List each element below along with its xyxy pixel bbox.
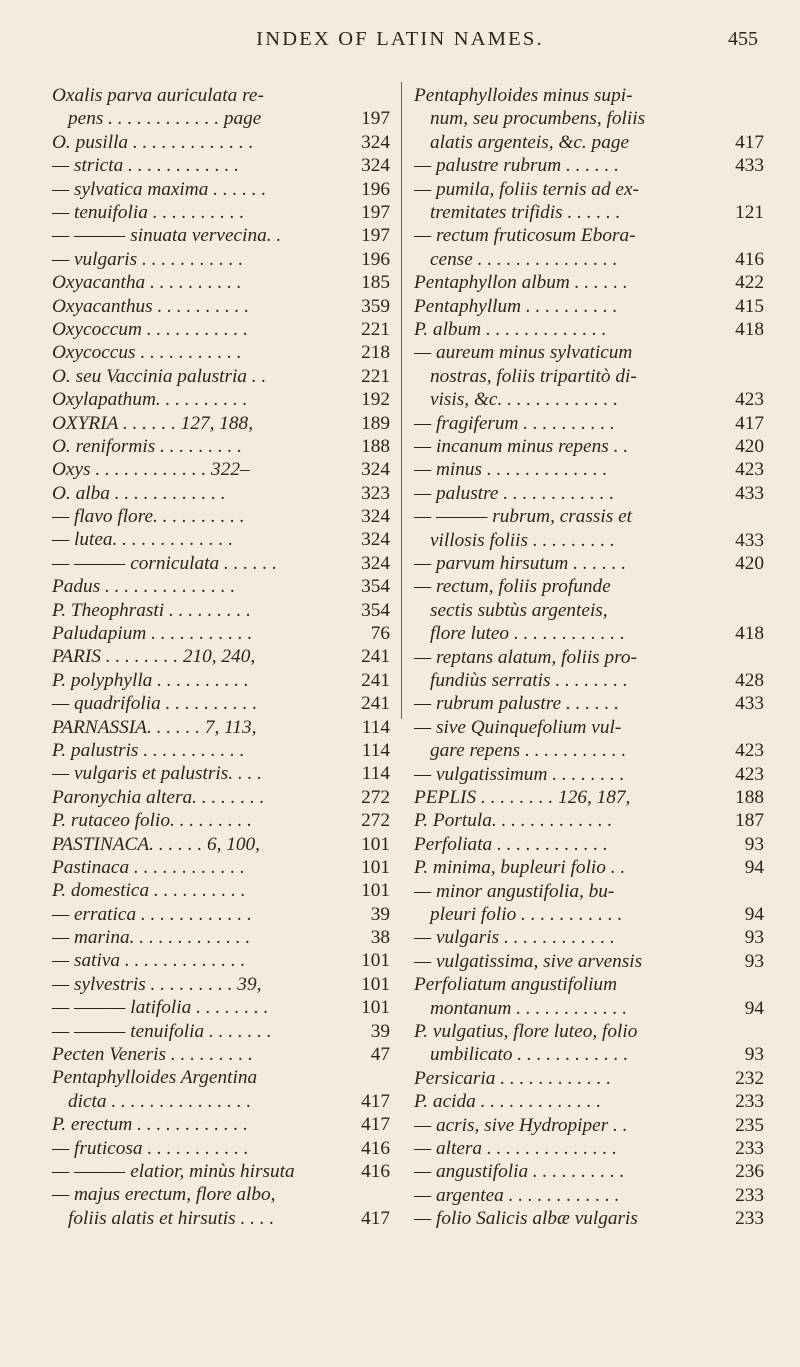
page-reference: 416 [731, 248, 764, 271]
entry-text: — sativa . . . . . . . . . . . . . [52, 950, 246, 972]
entry-text: dicta . . . . . . . . . . . . . . . [68, 1090, 252, 1112]
page-reference: 197 [357, 224, 390, 247]
index-entry [52, 716, 390, 739]
index-entry [414, 84, 764, 154]
page-reference: 93 [741, 1043, 764, 1066]
page-reference: 418 [731, 318, 764, 341]
index-entry [52, 505, 390, 528]
index-entry [52, 856, 390, 879]
index-entry [414, 1160, 764, 1183]
index-entry [414, 505, 764, 552]
entry-text: — rectum, foliis profunde [414, 576, 611, 598]
page-reference: 185 [357, 271, 390, 294]
index-entry [52, 1113, 390, 1136]
index-entry [414, 482, 764, 505]
page-reference: 418 [731, 622, 764, 645]
index-entry [52, 1020, 390, 1043]
entry-text: Pecten Veneris . . . . . . . . . [52, 1044, 253, 1066]
page-reference: 422 [731, 271, 764, 294]
entry-text: P. polyphylla . . . . . . . . . . [52, 669, 249, 691]
page-reference: 114 [358, 739, 390, 762]
page-reference: 324 [357, 154, 390, 177]
entry-text: flore luteo . . . . . . . . . . . . [430, 623, 625, 645]
index-entry [52, 1066, 390, 1113]
index-entry [52, 669, 390, 692]
entry-text: gare repens . . . . . . . . . . . [430, 740, 627, 762]
entry-text: — rubrum palustre . . . . . . [414, 693, 619, 715]
index-entry [52, 575, 390, 598]
index-entry [414, 271, 764, 294]
entry-text: — vulgaris et palustris. . . . [52, 763, 262, 785]
index-entry [52, 365, 390, 388]
index-entry [414, 435, 764, 458]
entry-text: alatis argenteis, &c. page [430, 131, 630, 153]
page-reference: 114 [358, 762, 390, 785]
index-entry [414, 692, 764, 715]
index-entry [52, 645, 390, 668]
index-entry [52, 996, 390, 1019]
page-reference: 354 [357, 599, 390, 622]
index-entry [52, 809, 390, 832]
entry-text: tremitates trifidis . . . . . . [430, 202, 621, 224]
page-reference: 101 [357, 879, 390, 902]
page-reference: 324 [357, 131, 390, 154]
entry-text: O. reniformis . . . . . . . . . [52, 435, 242, 457]
index-entry [52, 224, 390, 247]
page-reference: 241 [357, 645, 390, 668]
index-column-left [52, 84, 390, 1230]
page-reference: 188 [357, 435, 390, 458]
entry-text: OXYRIA . . . . . . 127, 188, [52, 412, 254, 434]
entry-text: fundiùs serratis . . . . . . . . [430, 670, 628, 692]
entry-text: — aureum minus sylvaticum [414, 342, 633, 364]
page-reference: 420 [731, 435, 764, 458]
entry-text: P. minima, bupleuri folio . . [414, 857, 626, 879]
entry-text: — angustifolia . . . . . . . . . . [414, 1161, 625, 1183]
index-entry [414, 763, 764, 786]
entry-text: Perfoliatum angustifolium [414, 974, 617, 996]
index-entry [414, 786, 764, 809]
page-reference: 188 [731, 786, 764, 809]
page-reference: 121 [731, 201, 764, 224]
page-reference: 433 [731, 154, 764, 177]
page-reference: 94 [741, 903, 764, 926]
index-entry [52, 599, 390, 622]
index-entry [52, 388, 390, 411]
page-reference: 197 [357, 201, 390, 224]
index-entry [414, 178, 764, 225]
page-reference: 232 [731, 1067, 764, 1090]
entry-text: — acris, sive Hydropiper . . [414, 1114, 628, 1136]
entry-text: P. Theophrasti . . . . . . . . . [52, 599, 251, 621]
entry-text: — stricta . . . . . . . . . . . . [52, 155, 239, 177]
page-reference: 233 [731, 1137, 764, 1160]
index-entry [414, 318, 764, 341]
entry-text: villosis foliis . . . . . . . . . [430, 529, 615, 551]
entry-text: montanum . . . . . . . . . . . . [430, 997, 628, 1019]
index-entry [52, 1137, 390, 1160]
entry-text: sectis subtùs argenteis, [430, 599, 608, 621]
index-entry [52, 762, 390, 785]
index-entry [52, 412, 390, 435]
page-reference: 235 [731, 1114, 764, 1137]
page-reference: 354 [357, 575, 390, 598]
entry-text: nostras, foliis tripartitò di- [430, 365, 637, 387]
page-reference: 241 [357, 669, 390, 692]
index-entry [52, 1183, 390, 1230]
entry-text: — sylvatica maxima . . . . . . [52, 178, 267, 200]
entry-text: P. domestica . . . . . . . . . . [52, 880, 246, 902]
page-reference: 272 [357, 786, 390, 809]
entry-text: Oxys . . . . . . . . . . . . 322– [52, 459, 250, 481]
index-entry [52, 552, 390, 575]
index-entry [52, 341, 390, 364]
index-entry [52, 786, 390, 809]
entry-text: visis, &c. . . . . . . . . . . . . [430, 389, 618, 411]
index-entry [52, 949, 390, 972]
index-entry [414, 833, 764, 856]
entry-text: Oxyacanthus . . . . . . . . . . [52, 295, 250, 317]
index-entry [52, 178, 390, 201]
page-reference: 417 [731, 131, 764, 154]
entry-text: foliis alatis et hirsutis . . . . [68, 1207, 275, 1229]
entry-text: — lutea. . . . . . . . . . . . . [52, 529, 234, 551]
page-reference: 221 [357, 318, 390, 341]
index-entry [52, 528, 390, 551]
entry-text: P. palustris . . . . . . . . . . . [52, 739, 245, 761]
page-reference: 416 [357, 1160, 390, 1183]
index-entry [414, 1184, 764, 1207]
page-reference: 415 [731, 295, 764, 318]
index-entry [414, 926, 764, 949]
entry-text: — ——— tenuifolia . . . . . . . [52, 1020, 272, 1042]
entry-text: — quadrifolia . . . . . . . . . . [52, 693, 258, 715]
index-entry [52, 84, 390, 131]
entry-text: — vulgaris . . . . . . . . . . . [52, 248, 244, 270]
index-entry [52, 622, 390, 645]
entry-text: P. Portula. . . . . . . . . . . . . [414, 810, 613, 832]
index-entry [414, 552, 764, 575]
page-reference: 93 [741, 950, 764, 973]
index-entry [52, 739, 390, 762]
page-reference: 196 [357, 178, 390, 201]
index-entry [414, 856, 764, 879]
entry-text: Pentaphyllum . . . . . . . . . . [414, 295, 618, 317]
page-reference: 417 [357, 1090, 390, 1113]
index-entry [52, 435, 390, 458]
entry-text: P. album . . . . . . . . . . . . . [414, 319, 607, 341]
entry-text: — majus erectum, flore albo, [52, 1184, 276, 1206]
page-reference: 187 [731, 809, 764, 832]
page-reference: 359 [357, 295, 390, 318]
index-entry [52, 973, 390, 996]
page-reference: 221 [357, 365, 390, 388]
page-reference: 189 [357, 412, 390, 435]
index-entry [52, 903, 390, 926]
index-entry [414, 1020, 764, 1067]
index-entry [52, 1043, 390, 1066]
page-reference: 196 [357, 248, 390, 271]
entry-text: — minus . . . . . . . . . . . . . [414, 459, 608, 481]
page-reference: 101 [357, 973, 390, 996]
index-entry [52, 692, 390, 715]
entry-text: — minor angustifolia, bu- [414, 880, 615, 902]
entry-text: cense . . . . . . . . . . . . . . . [430, 248, 618, 270]
index-entry [52, 248, 390, 271]
page-reference: 39 [367, 903, 390, 926]
page-reference: 324 [357, 458, 390, 481]
page-reference: 101 [357, 833, 390, 856]
page-reference: 324 [357, 528, 390, 551]
index-entry [52, 1160, 390, 1183]
entry-text: Pastinaca . . . . . . . . . . . . [52, 856, 245, 878]
entry-text: — sive Quinquefolium vul- [414, 716, 622, 738]
entry-text: Oxalis parva auriculata re- [52, 85, 264, 106]
page-reference: 233 [731, 1184, 764, 1207]
entry-text: Oxycoccus . . . . . . . . . . . [52, 342, 242, 364]
entry-text: — ——— rubrum, crassis et [414, 506, 633, 528]
page-reference: 428 [731, 669, 764, 692]
entry-text: Persicaria . . . . . . . . . . . . [414, 1067, 612, 1089]
index-entry [414, 716, 764, 763]
entry-text: — reptans alatum, foliis pro- [414, 646, 637, 668]
entry-text: PARNASSIA. . . . . . 7, 113, [52, 716, 257, 738]
entry-text: — argentea . . . . . . . . . . . . [414, 1184, 620, 1206]
page-reference: 233 [731, 1090, 764, 1113]
page-reference: 218 [357, 341, 390, 364]
entry-text: — rectum fruticosum Ebora- [414, 225, 636, 247]
index-entry [52, 926, 390, 949]
page-reference: 101 [357, 856, 390, 879]
entry-text: P. vulgatius, flore luteo, folio [414, 1020, 638, 1042]
page-header [0, 22, 800, 58]
index-entry [52, 318, 390, 341]
page-reference: 93 [741, 926, 764, 949]
page-reference: 236 [731, 1160, 764, 1183]
page-reference: 272 [357, 809, 390, 832]
page-reference: 433 [731, 692, 764, 715]
entry-text: pleuri folio . . . . . . . . . . . [430, 903, 623, 925]
page-reference: 423 [731, 388, 764, 411]
page-reference: 47 [367, 1043, 390, 1066]
index-entry [414, 973, 764, 1020]
page-reference: 417 [731, 412, 764, 435]
entry-text: — parvum hirsutum . . . . . . [414, 553, 627, 574]
index-entry [414, 224, 764, 271]
page-reference: 416 [357, 1137, 390, 1160]
entry-text: Perfoliata . . . . . . . . . . . . [414, 833, 608, 855]
index-entry [414, 646, 764, 693]
entry-text: — fruticosa . . . . . . . . . . . [52, 1137, 249, 1159]
index-entry [52, 201, 390, 224]
page-reference: 101 [357, 996, 390, 1019]
index-entry [52, 833, 390, 856]
entry-text: — ——— latifolia . . . . . . . . [52, 997, 269, 1019]
entry-text: num, seu procumbens, foliis [430, 108, 646, 130]
page-reference: 94 [741, 997, 764, 1020]
index-entry [52, 131, 390, 154]
page-reference: 114 [358, 716, 390, 739]
entry-text: P. erectum . . . . . . . . . . . . [52, 1114, 249, 1136]
page-title: INDEX OF LATIN NAMES. [256, 28, 544, 50]
entry-text: Padus . . . . . . . . . . . . . . [52, 576, 236, 598]
entry-text: Paludapium . . . . . . . . . . . [52, 623, 253, 645]
entry-text: PARIS . . . . . . . . 210, 240, [52, 646, 256, 668]
page-reference: 417 [357, 1207, 390, 1230]
entry-text: — marina. . . . . . . . . . . . . [52, 927, 251, 949]
index-entry [52, 482, 390, 505]
entry-text: — pumila, foliis ternis ad ex- [414, 178, 639, 200]
entry-text: — incanum minus repens . . [414, 436, 629, 458]
entry-text: umbilicato . . . . . . . . . . . . [430, 1044, 629, 1066]
entry-text: — ——— elatior, minùs hirsuta [52, 1161, 295, 1183]
page-reference: 38 [367, 926, 390, 949]
index-entry [52, 154, 390, 177]
entry-text: — folio Salicis albæ vulgaris [414, 1208, 638, 1230]
entry-text: — tenuifolia . . . . . . . . . . [52, 201, 245, 223]
index-entry [414, 1137, 764, 1160]
index-entry [414, 880, 764, 927]
page-reference: 423 [731, 458, 764, 481]
index-entry [414, 575, 764, 645]
page-reference: 324 [357, 505, 390, 528]
entry-text: Pentaphylloides minus supi- [414, 85, 633, 106]
entry-text: Pentaphylloides Argentina [52, 1067, 258, 1089]
entry-text: Oxycoccum . . . . . . . . . . . [52, 318, 248, 340]
index-entry [414, 1090, 764, 1113]
index-entry [52, 295, 390, 318]
index-entry [414, 950, 764, 973]
entry-text: — vulgaris . . . . . . . . . . . . [414, 927, 615, 949]
page-reference: 76 [367, 622, 390, 645]
entry-text: PASTINACA. . . . . . 6, 100, [52, 833, 260, 855]
entry-text: Pentaphyllon album . . . . . . [414, 272, 628, 294]
page-reference: 233 [731, 1207, 764, 1230]
index-entry [414, 809, 764, 832]
page-reference: 420 [731, 552, 764, 575]
page-reference: 39 [367, 1020, 390, 1043]
page-reference: 323 [357, 482, 390, 505]
entry-text: Oxyacantha . . . . . . . . . . [52, 272, 242, 294]
entry-text: O. pusilla . . . . . . . . . . . . . [52, 131, 254, 153]
page-reference: 192 [357, 388, 390, 411]
index-entry [414, 154, 764, 177]
entry-text: — fragiferum . . . . . . . . . . [414, 412, 615, 434]
page-reference: 433 [731, 529, 764, 552]
index-entry [414, 412, 764, 435]
entry-text: PEPLIS . . . . . . . . 126, 187, [414, 787, 631, 809]
page-reference: 241 [357, 692, 390, 715]
page-reference: 197 [357, 107, 390, 130]
page-reference: 324 [357, 552, 390, 575]
entry-text: — palustre rubrum . . . . . . [414, 155, 619, 177]
page-reference: 93 [741, 833, 764, 856]
index-entry [414, 1067, 764, 1090]
entry-text: Oxylapathum. . . . . . . . . . [52, 389, 248, 411]
page-reference: 417 [357, 1113, 390, 1136]
entry-text: — ——— sinuata vervecina. . [52, 225, 282, 247]
index-entry [52, 458, 390, 481]
entry-text: O. alba . . . . . . . . . . . . [52, 482, 226, 504]
entry-text: — ——— corniculata . . . . . . [52, 552, 277, 574]
entry-text: P. rutaceo folio. . . . . . . . . [52, 810, 252, 832]
entry-text: — vulgatissima, sive arvensis [414, 950, 643, 972]
index-entry [414, 341, 764, 411]
entry-text: pens . . . . . . . . . . . . page [68, 108, 262, 130]
index-entry [414, 458, 764, 481]
entry-text: O. seu Vaccinia palustria . . [52, 365, 267, 387]
entry-text: — flavo flore. . . . . . . . . . [52, 506, 245, 528]
page-number: 455 [728, 28, 758, 50]
index-entry [414, 1207, 764, 1230]
index-entry [52, 271, 390, 294]
page-reference: 423 [731, 739, 764, 762]
entry-text: — altera . . . . . . . . . . . . . . [414, 1137, 617, 1159]
page-reference: 94 [741, 856, 764, 879]
entry-text: — palustre . . . . . . . . . . . . [414, 482, 615, 504]
entry-text: P. acida . . . . . . . . . . . . . [414, 1091, 602, 1113]
index-entry [414, 1114, 764, 1137]
entry-text: — erratica . . . . . . . . . . . . [52, 903, 252, 925]
entry-text: Paronychia altera. . . . . . . . [52, 786, 265, 808]
entry-text: — sylvestris . . . . . . . . . 39, [52, 973, 262, 995]
page-reference: 433 [731, 482, 764, 505]
index-column-right [414, 84, 764, 1231]
entry-text: — vulgatissimum . . . . . . . . [414, 763, 625, 785]
column-divider [401, 82, 402, 719]
index-entry [414, 295, 764, 318]
page-reference: 423 [731, 763, 764, 786]
index-entry [52, 879, 390, 902]
page-reference: 101 [357, 949, 390, 972]
